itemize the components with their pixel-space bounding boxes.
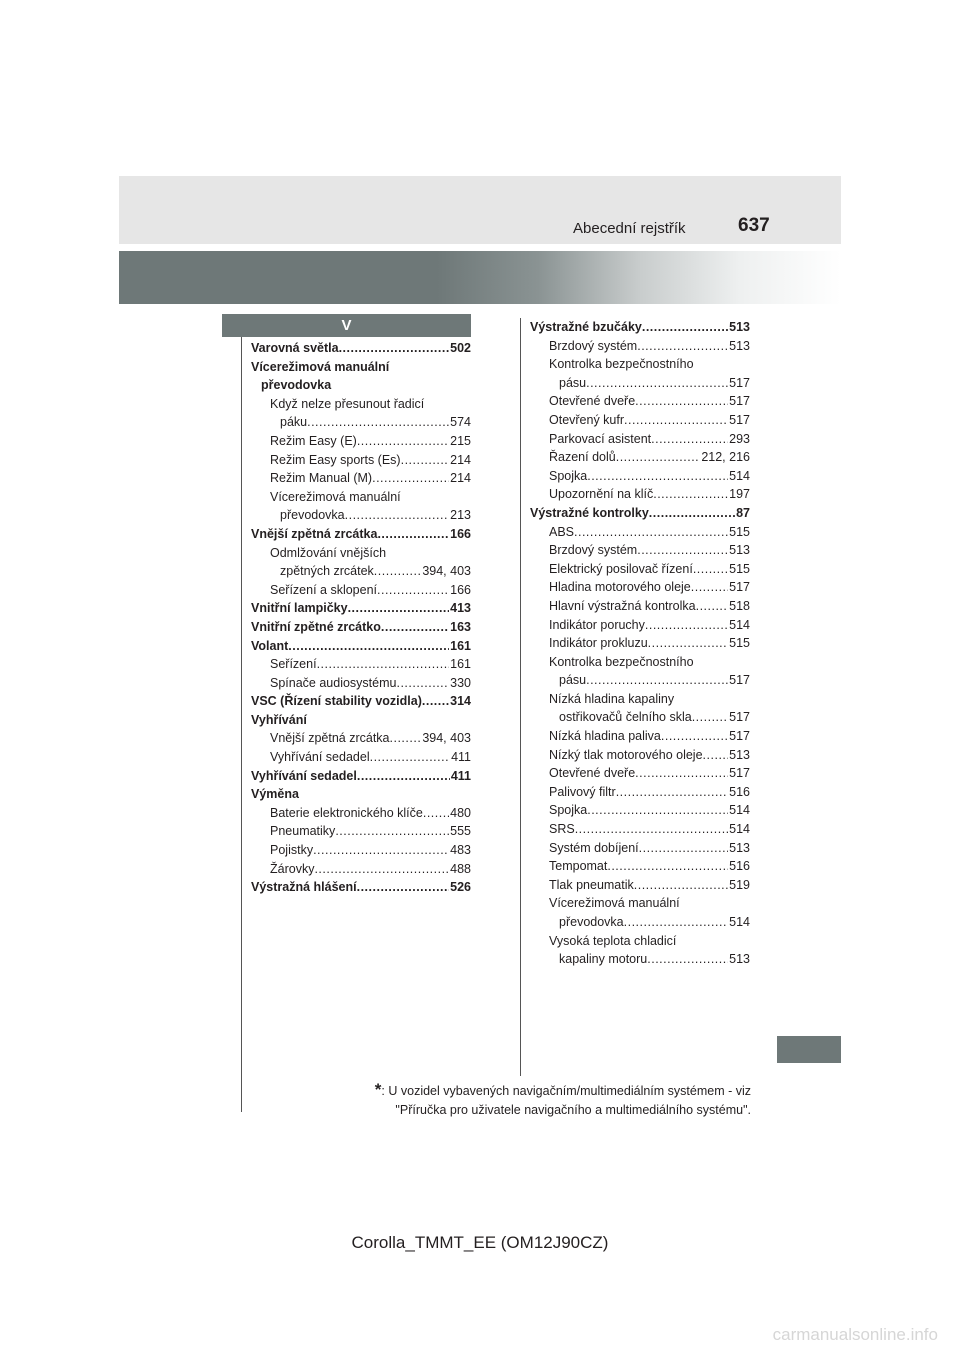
index-entry-page: 513 (729, 320, 750, 334)
index-entry-leader (624, 913, 729, 932)
footnote-line-2: "Příručka pro uživatele navigačního a multimediálního systému". (395, 1103, 751, 1117)
index-entry (530, 727, 750, 746)
index-entry (530, 839, 750, 858)
index-entry (251, 860, 471, 879)
section-letter-bar: V (222, 314, 471, 337)
index-entry-term: ABS (549, 524, 575, 539)
index-entry-term: Systém dobíjení (549, 840, 639, 855)
index-entry-term: Výstražné kontrolky (530, 505, 649, 520)
index-entry-leader (639, 839, 729, 858)
index-entry-leader (586, 671, 728, 690)
index-entry-page: 214 (450, 452, 471, 467)
index-entry-term: Vyhřívání sedadel (270, 750, 370, 765)
index-entry (530, 894, 750, 913)
index-entry-leader (357, 432, 449, 451)
index-entry-page: 515 (729, 561, 750, 576)
index-entry (251, 544, 471, 563)
index-entry-page: 161 (450, 657, 471, 672)
index-entry-term: Palivový filtr (549, 784, 616, 799)
index-entry (251, 822, 471, 841)
index-entry (251, 841, 471, 860)
index-entry-leader (357, 878, 450, 897)
index-entry (251, 581, 471, 600)
index-entry (530, 801, 750, 820)
index-entry-leader (574, 523, 728, 542)
column-divider-left (241, 337, 242, 1112)
index-entry-leader (649, 504, 735, 523)
index-entry (251, 358, 471, 377)
index-entry-page: 517 (729, 710, 750, 725)
index-entry-page: 212, 216 (701, 450, 750, 465)
index-entry-term: Seřízení a sklopení (270, 582, 378, 597)
index-entry-term: Parkovací asistent (549, 431, 652, 446)
index-entry-page: 519 (729, 877, 750, 892)
index-entry-leader (335, 822, 449, 841)
index-entry-leader (647, 950, 728, 969)
index-entry-leader (401, 451, 450, 470)
page-title: Abecední rejstřík (573, 220, 686, 237)
index-entry (530, 876, 750, 895)
index-entry (530, 430, 750, 449)
index-entry-leader (381, 618, 449, 637)
index-entry-leader (607, 857, 728, 876)
index-entry-page: 517 (729, 412, 750, 427)
index-entry-term: SRS (549, 822, 575, 837)
index-entry-page: 518 (729, 598, 750, 613)
index-entry-term: Brzdový systém (549, 543, 638, 558)
decorative-gradient-band (119, 251, 841, 304)
index-entry-term: Indikátor poruchy (549, 617, 645, 632)
chapter-side-tab (777, 1036, 841, 1063)
index-entry (251, 804, 471, 823)
index-entry-leader (575, 820, 728, 839)
index-entry-term: kapaliny motoru (559, 952, 648, 967)
index-entry-term: Pneumatiky (270, 824, 336, 839)
footnote (300, 1080, 751, 1120)
index-entry-leader (586, 374, 728, 393)
index-entry-term: pásu (559, 375, 587, 390)
index-entry-term: Řazení dolů (549, 450, 616, 465)
index-entry-leader (288, 637, 449, 656)
index-entry-page: 293 (729, 431, 750, 446)
index-entry (530, 820, 750, 839)
index-entry-page: 517 (729, 580, 750, 595)
index-entry-leader (634, 876, 728, 895)
index-entry-leader (370, 748, 450, 767)
index-entry-term: Výměna (251, 787, 299, 802)
index-entry-page: 330 (450, 675, 471, 690)
index-entry-page: 163 (450, 619, 471, 634)
index-entry-term: VSC (Řízení stability vozidla) (251, 694, 422, 709)
index-entry-term: Režim Manual (M) (270, 471, 373, 486)
index-entry-page: 411 (450, 768, 471, 783)
index-entry-term: převodovka (261, 378, 332, 393)
index-entry (251, 432, 471, 451)
index-entry-leader (587, 801, 728, 820)
index-entry-leader (372, 469, 449, 488)
index-entry-leader (637, 541, 728, 560)
index-entry-page: 215 (450, 433, 471, 448)
index-entry-term: Seřízení (270, 657, 317, 672)
index-entry-term: Tlak pneumatik (549, 877, 634, 892)
index-entry (530, 541, 750, 560)
index-entry (530, 467, 750, 486)
index-entry-page: 213 (450, 508, 471, 523)
index-entry-term: Spínače audiosystému (270, 675, 397, 690)
index-entry-page: 502 (450, 341, 471, 355)
index-entry-leader (635, 764, 728, 783)
index-entry (251, 692, 471, 711)
index-entry (251, 748, 471, 767)
index-entry-leader (307, 413, 449, 432)
index-entry (251, 674, 471, 693)
index-entry (251, 376, 471, 395)
index-entry (251, 469, 471, 488)
index-entry (251, 618, 471, 637)
index-entry-page: 394, 403 (422, 564, 471, 579)
index-entry (530, 932, 750, 951)
index-entry-term: Indikátor prokluzu (549, 636, 648, 651)
index-entry-term: Spojka (549, 468, 588, 483)
index-entry-page: 514 (729, 915, 750, 929)
index-entry-page: 513 (729, 840, 750, 855)
index-entry-leader (661, 727, 728, 746)
header-band (119, 176, 841, 244)
index-entry (530, 950, 750, 969)
index-entry-term: Upozornění na klíč (549, 487, 654, 502)
index-entry-page: 515 (729, 524, 750, 539)
index-entry-term: Varovná světla (251, 341, 339, 355)
index-entry-term: Vysoká teplota chladicí (549, 933, 677, 948)
index-entry-term: Výstražné bzučáky (530, 320, 642, 334)
index-entry-term: Volant (251, 638, 289, 653)
index-entry-leader (648, 634, 728, 653)
index-entry-page: 517 (729, 394, 750, 409)
index-entry-leader (635, 392, 728, 411)
index-entry (530, 671, 750, 690)
index-entry-term: Nízký tlak motorového oleje (549, 747, 703, 762)
index-entry-term: Vícerežimová manuální (251, 359, 390, 374)
index-entry (530, 560, 750, 579)
index-entry-leader (314, 860, 449, 879)
index-entry-page: 555 (450, 824, 471, 839)
index-entry-leader (642, 318, 728, 337)
index-entry (251, 599, 471, 618)
index-entry-page: 514 (729, 468, 750, 483)
index-entry-term: Otevřený kufr (549, 412, 625, 427)
index-entry-leader (616, 783, 728, 802)
index-entry-page: 513 (729, 338, 750, 353)
index-column-right (530, 318, 750, 969)
index-entry-page: 488 (450, 861, 471, 876)
index-entry (251, 785, 471, 804)
index-entry-page: 411 (451, 750, 471, 765)
index-entry-page: 516 (729, 784, 750, 799)
index-column-left (251, 339, 471, 897)
index-entry-page: 514 (729, 803, 750, 818)
index-entry (530, 318, 750, 337)
index-entry-page: 214 (450, 471, 471, 486)
index-entry-page: 480 (450, 805, 471, 820)
index-entry-leader (374, 562, 422, 581)
index-entry-page: 574 (450, 415, 471, 430)
index-entry-leader (703, 746, 729, 765)
index-entry (251, 637, 471, 656)
index-entry-page: 394, 403 (422, 731, 471, 746)
index-entry (251, 655, 471, 674)
index-entry-term: převodovka (280, 508, 345, 523)
index-entry-leader (637, 337, 728, 356)
index-entry-page: 166 (450, 582, 471, 597)
document-code: Corolla_TMMT_EE (OM12J90CZ) (351, 1233, 609, 1252)
column-divider-middle (520, 318, 521, 1076)
index-entry-term: Vícerežimová manuální (549, 896, 680, 911)
index-entry-term: Výstražná hlášení (251, 880, 357, 895)
index-entry-term: Brzdový systém (549, 338, 638, 353)
index-entry (530, 355, 750, 374)
index-entry (530, 392, 750, 411)
index-entry (530, 337, 750, 356)
index-entry-term: Vnější zpětná zrcátka (270, 731, 390, 746)
index-entry (530, 857, 750, 876)
index-entry-leader (651, 430, 728, 449)
index-entry (251, 562, 471, 581)
index-entry (530, 746, 750, 765)
index-entry (251, 488, 471, 507)
index-entry-term: Žárovky (270, 861, 315, 876)
index-entry (251, 395, 471, 414)
index-entry (530, 411, 750, 430)
index-entry-leader (645, 616, 728, 635)
index-entry-leader (693, 560, 728, 579)
index-entry-term: Pojistky (270, 843, 314, 858)
index-entry-page: 314 (450, 694, 471, 709)
index-entry-page: 517 (729, 375, 750, 390)
index-entry-term: Otevřené dveře (549, 394, 636, 409)
index-entry-term: Otevřené dveře (549, 766, 636, 781)
index-entry-term: Baterie elektronického klíče (270, 805, 423, 820)
index-entry-page: 166 (450, 526, 471, 541)
index-entry (530, 764, 750, 783)
index-entry-leader (696, 597, 729, 616)
index-entry-page: 526 (450, 880, 471, 895)
index-entry-term: převodovka (559, 915, 624, 929)
index-entry (530, 597, 750, 616)
index-entry-term: Hladina motorového oleje (549, 580, 691, 595)
index-entry (530, 783, 750, 802)
index-entry-term: Vnější zpětná zrcátka (251, 526, 378, 541)
index-entry-page: 517 (729, 766, 750, 781)
index-entry-leader (377, 581, 449, 600)
index-entry-term: Vnitřní lampičky (251, 601, 348, 616)
index-entry-leader (339, 339, 450, 358)
index-entry-leader (345, 506, 450, 525)
index-entry (530, 690, 750, 709)
index-entry-term: Elektrický posilovač řízení (549, 561, 693, 576)
index-entry-leader (317, 655, 450, 674)
index-entry-term: Vyhřívání (251, 712, 307, 727)
index-entry (251, 451, 471, 470)
index-entry-term: Hlavní výstražná kontrolka (549, 598, 696, 613)
index-entry (251, 767, 471, 786)
index-entry-term: Spojka (549, 803, 588, 818)
index-entry-page: 517 (729, 729, 750, 744)
index-entry (530, 634, 750, 653)
index-entry-page: 514 (729, 822, 750, 837)
page-number: 637 (738, 215, 770, 236)
index-entry-term: Vnitřní zpětné zrcátko (251, 619, 381, 634)
index-entry (251, 525, 471, 544)
index-entry (251, 413, 471, 432)
index-entry-term: zpětných zrcátek (280, 564, 374, 579)
index-entry-leader (313, 841, 449, 860)
index-entry-term: Vícerežimová manuální (270, 489, 401, 504)
index-entry-term: Odmlžování vnějších (270, 545, 387, 560)
index-entry-page: 197 (729, 487, 750, 502)
index-entry (530, 504, 750, 523)
index-entry (530, 653, 750, 672)
index-entry-term: Kontrolka bezpečnostního (549, 357, 694, 372)
index-entry-leader (357, 767, 450, 786)
index-entry-term: Kontrolka bezpečnostního (549, 654, 694, 669)
index-entry (530, 578, 750, 597)
index-entry-leader (653, 485, 728, 504)
index-entry-leader (377, 525, 449, 544)
index-entry-page: 413 (450, 601, 471, 616)
index-entry-term: Režim Easy sports (Es) (270, 452, 401, 467)
index-entry-leader (616, 448, 701, 467)
index-entry-page: 514 (729, 617, 750, 632)
index-entry-leader (587, 467, 728, 486)
index-entry (530, 374, 750, 393)
index-entry (251, 339, 471, 358)
index-entry-page: 515 (729, 636, 750, 651)
index-entry-term: Tempomat (549, 859, 608, 874)
index-entry (530, 448, 750, 467)
index-entry (530, 913, 750, 932)
index-entry (530, 523, 750, 542)
index-entry-leader (422, 692, 449, 711)
index-entry (251, 729, 471, 748)
watermark: carmanualsonline.info (772, 1325, 938, 1344)
index-entry (530, 708, 750, 727)
index-entry-term: páku (280, 415, 308, 430)
index-entry-page: 513 (729, 543, 750, 558)
index-entry (251, 711, 471, 730)
index-entry-leader (396, 674, 449, 693)
index-entry-page: 516 (729, 859, 750, 874)
index-entry-leader (692, 708, 728, 727)
index-entry-page: 517 (729, 673, 750, 688)
index-entry-page: 513 (729, 747, 750, 762)
index-entry-term: Nízká hladina kapaliny (549, 691, 675, 706)
index-entry-leader (691, 578, 728, 597)
index-entry (251, 878, 471, 897)
index-entry-page: 161 (450, 638, 471, 653)
index-entry-term: Režim Easy (E) (270, 433, 357, 448)
footnote-line-1: : U vozidel vybavených navigačním/multimediálním systémem - viz (381, 1084, 751, 1098)
index-entry-term: Když nelze přesunout řadicí (270, 396, 425, 411)
index-entry-leader (390, 729, 422, 748)
index-entry (530, 485, 750, 504)
index-entry-leader (423, 804, 449, 823)
index-entry-page: 87 (736, 505, 750, 520)
index-entry-term: ostřikovačů čelního skla (559, 710, 692, 725)
index-entry-leader (348, 599, 450, 618)
index-entry (530, 616, 750, 635)
index-entry (251, 506, 471, 525)
index-entry-term: pásu (559, 673, 587, 688)
index-entry-page: 483 (450, 843, 471, 858)
index-entry-term: Vyhřívání sedadel (251, 768, 357, 783)
index-entry-term: Nízká hladina paliva (549, 729, 661, 744)
index-entry-leader (624, 411, 728, 430)
index-entry-page: 513 (729, 952, 750, 967)
footnote-marker: * (374, 1080, 382, 1099)
